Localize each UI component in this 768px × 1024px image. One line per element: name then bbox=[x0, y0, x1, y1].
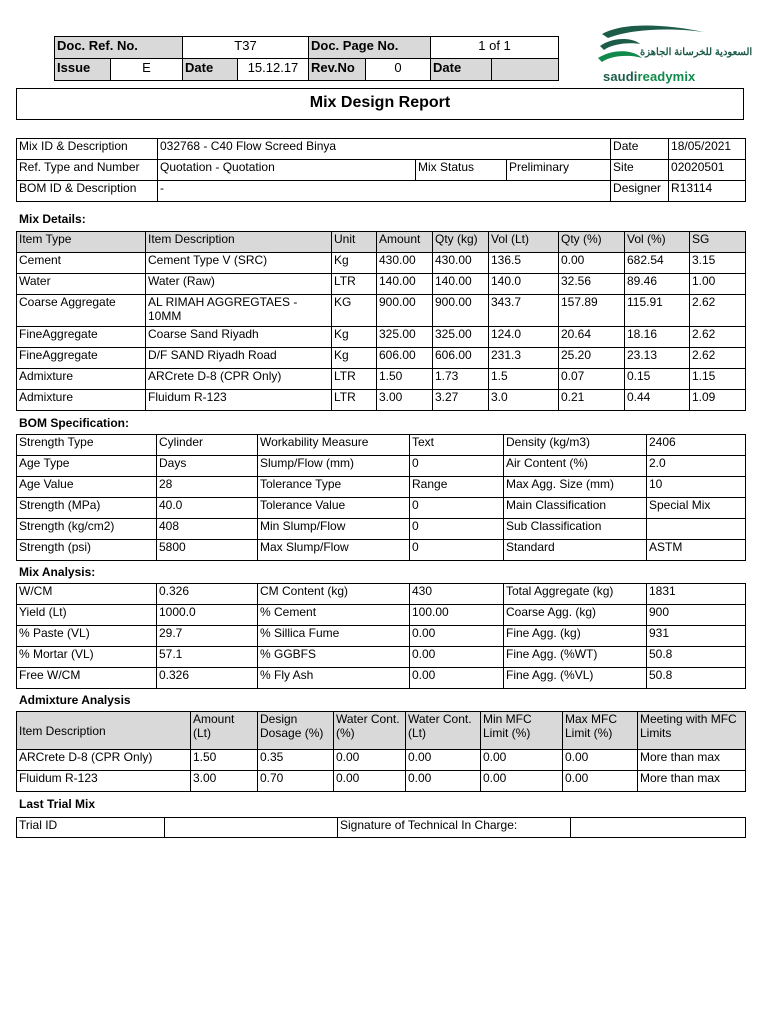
mix-analysis-row-cell: % Sillica Fume bbox=[258, 626, 410, 647]
mix-details-row-cell: Water (Raw) bbox=[146, 274, 332, 295]
mix-analysis-row-cell: Free W/CM bbox=[17, 668, 157, 689]
mix-status-value: Preliminary bbox=[507, 160, 611, 181]
mix-analysis-row bbox=[17, 584, 746, 605]
mix-details-row-cell: 140.0 bbox=[489, 274, 559, 295]
mix-id-value: 032768 - C40 Flow Screed Binya bbox=[158, 139, 611, 160]
mix-details-row-cell: 124.0 bbox=[489, 327, 559, 348]
bom-spec-row-cell: Strength (kg/cm2) bbox=[17, 519, 157, 540]
site-value: 02020501 bbox=[669, 160, 746, 181]
mix-details-row-cell: 682.54 bbox=[625, 253, 690, 274]
mix-details-header-cell: Vol (%) bbox=[625, 232, 690, 253]
mix-details-row-cell: 157.89 bbox=[559, 295, 625, 327]
ref-type-label: Ref. Type and Number bbox=[17, 160, 158, 181]
bom-spec-row-cell: Range bbox=[410, 477, 504, 498]
rev-no-label: Rev.No bbox=[309, 59, 366, 81]
mix-details-row-cell: 1.73 bbox=[433, 369, 489, 390]
mix-details-header-cell: Qty (kg) bbox=[433, 232, 489, 253]
header-date-value: 15.12.17 bbox=[238, 59, 309, 81]
mix-analysis-row-cell: 57.1 bbox=[157, 647, 258, 668]
header-date-label: Date bbox=[183, 59, 238, 81]
bom-spec-row-cell: Air Content (%) bbox=[504, 456, 647, 477]
mix-analysis-row-cell: Fine Agg. (%VL) bbox=[504, 668, 647, 689]
bom-spec-row bbox=[17, 519, 746, 540]
mix-analysis-row-cell: % Fly Ash bbox=[258, 668, 410, 689]
admixture-row-cell: 0.70 bbox=[258, 771, 334, 792]
mix-details-row-cell: LTR bbox=[332, 369, 377, 390]
mix-details-table bbox=[16, 231, 746, 411]
bom-spec-row-cell: 2.0 bbox=[647, 456, 746, 477]
doc-header-table bbox=[54, 36, 559, 81]
site-label: Site bbox=[611, 160, 669, 181]
admixture-header-cell: Item Description bbox=[17, 712, 191, 750]
admixture-row-cell: More than max bbox=[638, 750, 746, 771]
rev-no-value: 0 bbox=[366, 59, 431, 81]
doc-page-value: 1 of 1 bbox=[431, 37, 559, 59]
mix-details-row-cell: Kg bbox=[332, 327, 377, 348]
admixture-header-cell: Meeting with MFC Limits bbox=[638, 712, 746, 750]
mix-analysis-row-cell: % Cement bbox=[258, 605, 410, 626]
mix-details-row-cell: 1.50 bbox=[377, 369, 433, 390]
bom-spec-row-cell: ASTM bbox=[647, 540, 746, 561]
signature-value bbox=[571, 818, 746, 838]
mix-details-header-cell: Qty (%) bbox=[559, 232, 625, 253]
mix-details-row bbox=[17, 295, 746, 327]
admixture-row-cell: 3.00 bbox=[191, 771, 258, 792]
mix-details-row-cell: 3.0 bbox=[489, 390, 559, 411]
mix-details-row-cell: 0.15 bbox=[625, 369, 690, 390]
logo-brand-prefix: saudi bbox=[603, 69, 638, 84]
admixture-row-cell: 0.00 bbox=[563, 750, 638, 771]
mix-analysis-row bbox=[17, 605, 746, 626]
mix-details-row bbox=[17, 390, 746, 411]
bom-spec-row-cell: Strength (psi) bbox=[17, 540, 157, 561]
mix-analysis-row-cell: 50.8 bbox=[647, 668, 746, 689]
mix-details-row bbox=[17, 327, 746, 348]
admixture-row-cell: 0.00 bbox=[406, 750, 481, 771]
mix-details-row-cell: 231.3 bbox=[489, 348, 559, 369]
mix-details-row-cell: 25.20 bbox=[559, 348, 625, 369]
mix-analysis-row-cell: 0.00 bbox=[410, 647, 504, 668]
admixture-row-cell: 0.00 bbox=[334, 771, 406, 792]
mix-analysis-row-cell: Yield (Lt) bbox=[17, 605, 157, 626]
mix-details-row-cell: FineAggregate bbox=[17, 348, 146, 369]
bom-id-value: - bbox=[158, 181, 611, 202]
mix-analysis-row-cell: W/CM bbox=[17, 584, 157, 605]
mix-details-header-cell: Item Description bbox=[146, 232, 332, 253]
admixture-row-cell: 0.00 bbox=[481, 750, 563, 771]
mix-details-row-cell: 606.00 bbox=[433, 348, 489, 369]
bom-spec-row-cell: Cylinder bbox=[157, 435, 258, 456]
bom-spec-row bbox=[17, 477, 746, 498]
admixture-header-cell: Water Cont.(%) bbox=[334, 712, 406, 750]
mix-details-row-cell: 0.44 bbox=[625, 390, 690, 411]
bom-spec-row-cell: Tolerance Value bbox=[258, 498, 410, 519]
admixture-row-cell: More than max bbox=[638, 771, 746, 792]
bom-spec-row-cell: Age Value bbox=[17, 477, 157, 498]
mix-details-row-cell: Kg bbox=[332, 348, 377, 369]
mix-details-header-cell: Item Type bbox=[17, 232, 146, 253]
mix-details-row-cell: D/F SAND Riyadh Road bbox=[146, 348, 332, 369]
bom-spec-row-cell bbox=[647, 519, 746, 540]
logo-arabic-text: السعودية للخرسانة الجاهزة bbox=[640, 47, 753, 58]
admixture-header-cell: Water Cont.(Lt) bbox=[406, 712, 481, 750]
bom-spec-row-cell: Standard bbox=[504, 540, 647, 561]
bom-spec-row-cell: Special Mix bbox=[647, 498, 746, 519]
mix-analysis-row-cell: 0.326 bbox=[157, 668, 258, 689]
mix-details-row-cell: 430.00 bbox=[377, 253, 433, 274]
mix-details-row-cell: Cement bbox=[17, 253, 146, 274]
trial-id-value bbox=[165, 818, 338, 838]
mix-details-header-cell: Unit bbox=[332, 232, 377, 253]
mix-details-title: Mix Details: bbox=[19, 212, 86, 226]
admixture-row-cell: 0.00 bbox=[334, 750, 406, 771]
bom-spec-row bbox=[17, 498, 746, 519]
mix-details-row-cell: 3.00 bbox=[377, 390, 433, 411]
bom-id-label: BOM ID & Description bbox=[17, 181, 158, 202]
admixture-row-cell: ARCrete D-8 (CPR Only) bbox=[17, 750, 191, 771]
bom-spec-row-cell: 2406 bbox=[647, 435, 746, 456]
bom-spec-row-cell: 0 bbox=[410, 519, 504, 540]
mix-details-row-cell: 2.62 bbox=[690, 327, 746, 348]
bom-spec-row-cell: Text bbox=[410, 435, 504, 456]
mix-details-row-cell: 343.7 bbox=[489, 295, 559, 327]
mix-details-row-cell: 3.15 bbox=[690, 253, 746, 274]
admixture-row-cell: 1.50 bbox=[191, 750, 258, 771]
mix-id-label: Mix ID & Description bbox=[17, 139, 158, 160]
bom-spec-row-cell: Sub Classification bbox=[504, 519, 647, 540]
mix-details-row-cell: 89.46 bbox=[625, 274, 690, 295]
mix-analysis-row-cell: 29.7 bbox=[157, 626, 258, 647]
mix-details-row-cell: 23.13 bbox=[625, 348, 690, 369]
mix-details-row-cell: Admixture bbox=[17, 390, 146, 411]
mix-analysis-row-cell: 430 bbox=[410, 584, 504, 605]
issue-label: Issue bbox=[55, 59, 111, 81]
mix-details-row-cell: 136.5 bbox=[489, 253, 559, 274]
bom-spec-row-cell: Days bbox=[157, 456, 258, 477]
report-title: Mix Design Report bbox=[16, 88, 744, 120]
admixture-row-cell: 0.00 bbox=[563, 771, 638, 792]
mix-details-row-cell: 2.62 bbox=[690, 348, 746, 369]
admixture-row bbox=[17, 750, 746, 771]
bom-spec-row-cell: 40.0 bbox=[157, 498, 258, 519]
mix-details-row-cell: Coarse Aggregate bbox=[17, 295, 146, 327]
info-date-value: 18/05/2021 bbox=[669, 139, 746, 160]
last-trial-title: Last Trial Mix bbox=[19, 797, 96, 811]
mix-details-row bbox=[17, 348, 746, 369]
mix-details-row-cell: 0.21 bbox=[559, 390, 625, 411]
mix-details-row-cell: 1.5 bbox=[489, 369, 559, 390]
bom-spec-row-cell: Age Type bbox=[17, 456, 157, 477]
mix-details-row-cell: 1.00 bbox=[690, 274, 746, 295]
mix-details-header-cell: Amount bbox=[377, 232, 433, 253]
mix-analysis-row-cell: 100.00 bbox=[410, 605, 504, 626]
mix-analysis-row bbox=[17, 647, 746, 668]
mix-details-header-cell: SG bbox=[690, 232, 746, 253]
mix-details-row-cell: AL RIMAH AGGREGTAES - 10MM bbox=[146, 295, 332, 327]
mix-details-row-cell: LTR bbox=[332, 274, 377, 295]
header-date2-value bbox=[492, 59, 559, 81]
admixture-table bbox=[16, 711, 746, 792]
bom-spec-row-cell: 0 bbox=[410, 498, 504, 519]
bom-spec-row-cell: 408 bbox=[157, 519, 258, 540]
mix-analysis-row-cell: 0.326 bbox=[157, 584, 258, 605]
mix-analysis-title: Mix Analysis: bbox=[19, 565, 96, 579]
mix-details-row-cell: 430.00 bbox=[433, 253, 489, 274]
mix-details-row bbox=[17, 253, 746, 274]
logo-brand-suffix: readymix bbox=[637, 69, 696, 84]
bom-spec-row-cell: Strength Type bbox=[17, 435, 157, 456]
mix-details-row-cell: KG bbox=[332, 295, 377, 327]
mix-details-row-cell: 900.00 bbox=[377, 295, 433, 327]
admixture-row-cell: 0.00 bbox=[481, 771, 563, 792]
mix-analysis-row-cell: Fine Agg. (kg) bbox=[504, 626, 647, 647]
mix-details-header-cell: Vol (Lt) bbox=[489, 232, 559, 253]
admixture-header-cell: Amount (Lt) bbox=[191, 712, 258, 750]
signature-label: Signature of Technical In Charge: bbox=[338, 818, 571, 838]
mix-details-row-cell: Admixture bbox=[17, 369, 146, 390]
mix-details-row-cell: 900.00 bbox=[433, 295, 489, 327]
bom-spec-row-cell: Workability Measure bbox=[258, 435, 410, 456]
bom-spec-row-cell: 28 bbox=[157, 477, 258, 498]
mix-details-row-cell: Kg bbox=[332, 253, 377, 274]
mix-details-row-cell: 0.07 bbox=[559, 369, 625, 390]
mix-details-row-cell: 18.16 bbox=[625, 327, 690, 348]
admixture-header-row bbox=[17, 712, 746, 750]
bom-spec-row-cell: Density (kg/m3) bbox=[504, 435, 647, 456]
mix-analysis-table bbox=[16, 583, 746, 689]
designer-label: Designer bbox=[611, 181, 669, 202]
mix-info-table bbox=[16, 138, 746, 202]
mix-analysis-row-cell: 1000.0 bbox=[157, 605, 258, 626]
doc-page-label: Doc. Page No. bbox=[309, 37, 431, 59]
admixture-header-cell: Min MFC Limit (%) bbox=[481, 712, 563, 750]
mix-details-row-cell: 1.15 bbox=[690, 369, 746, 390]
mix-analysis-row-cell: CM Content (kg) bbox=[258, 584, 410, 605]
mix-details-row-cell: 140.00 bbox=[433, 274, 489, 295]
bom-spec-row-cell: 0 bbox=[410, 540, 504, 561]
mix-analysis-row-cell: 931 bbox=[647, 626, 746, 647]
mix-details-row-cell: 115.91 bbox=[625, 295, 690, 327]
mix-analysis-row-cell: 50.8 bbox=[647, 647, 746, 668]
admixture-header-cell: Max MFC Limit (%) bbox=[563, 712, 638, 750]
logo-brand-text bbox=[603, 69, 695, 84]
mix-analysis-row bbox=[17, 668, 746, 689]
mix-analysis-row-cell: Fine Agg. (%WT) bbox=[504, 647, 647, 668]
bom-spec-row-cell: 10 bbox=[647, 477, 746, 498]
mix-details-row-cell: 20.64 bbox=[559, 327, 625, 348]
mix-analysis-row-cell: % Mortar (VL) bbox=[17, 647, 157, 668]
bom-spec-row-cell: Max Agg. Size (mm) bbox=[504, 477, 647, 498]
bom-spec-row-cell: Main Classification bbox=[504, 498, 647, 519]
doc-ref-value: T37 bbox=[183, 37, 309, 59]
mix-details-row-cell: FineAggregate bbox=[17, 327, 146, 348]
doc-ref-label: Doc. Ref. No. bbox=[55, 37, 183, 59]
bom-spec-row bbox=[17, 456, 746, 477]
mix-details-row-cell: 0.00 bbox=[559, 253, 625, 274]
last-trial-table bbox=[16, 817, 746, 838]
admixture-row-cell: Fluidum R-123 bbox=[17, 771, 191, 792]
mix-details-row-cell: 32.56 bbox=[559, 274, 625, 295]
mix-details-row-cell: 325.00 bbox=[433, 327, 489, 348]
mix-details-row-cell: Cement Type V (SRC) bbox=[146, 253, 332, 274]
mix-analysis-row-cell: 0.00 bbox=[410, 668, 504, 689]
mix-analysis-row-cell: % Paste (VL) bbox=[17, 626, 157, 647]
info-date-label: Date bbox=[611, 139, 669, 160]
admixture-row bbox=[17, 771, 746, 792]
bom-spec-row bbox=[17, 435, 746, 456]
bom-spec-row-cell: Max Slump/Flow bbox=[258, 540, 410, 561]
bom-spec-row-cell: 0 bbox=[410, 456, 504, 477]
admixture-row-cell: 0.35 bbox=[258, 750, 334, 771]
mix-analysis-row-cell: % GGBFS bbox=[258, 647, 410, 668]
bom-spec-row-cell: Min Slump/Flow bbox=[258, 519, 410, 540]
mix-details-row-cell: 3.27 bbox=[433, 390, 489, 411]
mix-analysis-row-cell: 900 bbox=[647, 605, 746, 626]
mix-details-row bbox=[17, 369, 746, 390]
mix-details-row-cell: LTR bbox=[332, 390, 377, 411]
mix-details-row-cell: 606.00 bbox=[377, 348, 433, 369]
mix-details-row-cell: Coarse Sand Riyadh bbox=[146, 327, 332, 348]
mix-details-row-cell: Fluidum R-123 bbox=[146, 390, 332, 411]
mix-analysis-row bbox=[17, 626, 746, 647]
issue-value: E bbox=[111, 59, 183, 81]
bom-spec-row-cell: Tolerance Type bbox=[258, 477, 410, 498]
mix-details-row-cell: 140.00 bbox=[377, 274, 433, 295]
ref-type-value: Quotation - Quotation bbox=[158, 160, 416, 181]
mix-details-row-cell: 2.62 bbox=[690, 295, 746, 327]
mix-details-row-cell: 1.09 bbox=[690, 390, 746, 411]
mix-analysis-row-cell: 0.00 bbox=[410, 626, 504, 647]
admixture-analysis-title: Admixture Analysis bbox=[19, 693, 131, 707]
header-date2-label: Date bbox=[431, 59, 492, 81]
mix-details-header-row bbox=[17, 232, 746, 253]
mix-details-row-cell: Water bbox=[17, 274, 146, 295]
designer-value: R13114 bbox=[669, 181, 746, 202]
mix-details-row-cell: 325.00 bbox=[377, 327, 433, 348]
mix-status-label: Mix Status bbox=[416, 160, 507, 181]
mix-details-row-cell: ARCrete D-8 (CPR Only) bbox=[146, 369, 332, 390]
mix-details-row bbox=[17, 274, 746, 295]
mix-analysis-row-cell: 1831 bbox=[647, 584, 746, 605]
bom-spec-row-cell: Slump/Flow (mm) bbox=[258, 456, 410, 477]
bom-spec-row-cell: Strength (MPa) bbox=[17, 498, 157, 519]
bom-spec-row-cell: 5800 bbox=[157, 540, 258, 561]
mix-analysis-row-cell: Total Aggregate (kg) bbox=[504, 584, 647, 605]
bom-spec-title: BOM Specification: bbox=[19, 416, 130, 430]
bom-spec-row bbox=[17, 540, 746, 561]
bom-spec-table bbox=[16, 434, 746, 561]
mix-analysis-row-cell: Coarse Agg. (kg) bbox=[504, 605, 647, 626]
admixture-row-cell: 0.00 bbox=[406, 771, 481, 792]
admixture-header-cell: Design Dosage (%) bbox=[258, 712, 334, 750]
trial-id-label: Trial ID bbox=[17, 818, 165, 838]
